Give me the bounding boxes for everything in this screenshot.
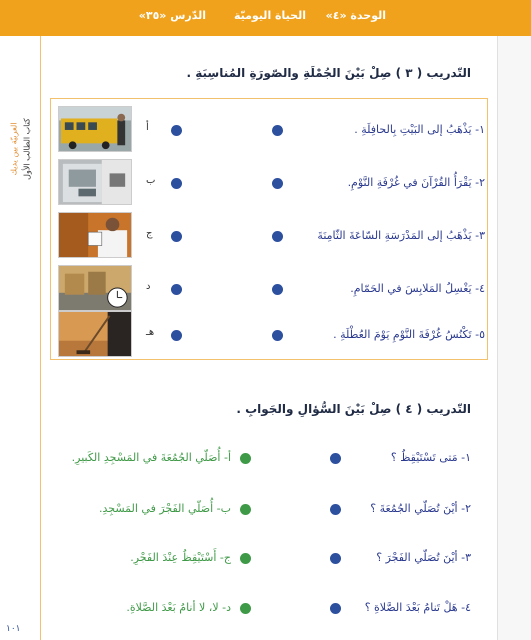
match-dot-picture-3[interactable]	[171, 231, 182, 242]
unit-label: الوحدة «٤»	[325, 9, 386, 22]
match-dot-answer-3[interactable]	[240, 553, 251, 564]
match-dot-picture-5[interactable]	[171, 330, 182, 341]
match-dot-sentence-1[interactable]	[272, 125, 283, 136]
match-dot-picture-4[interactable]	[171, 284, 182, 295]
washing-picture	[58, 159, 132, 205]
clock-school-picture	[58, 265, 132, 311]
answer-2: ب- أُصَلّي الفَجْرَ في المَسْجِدِ.	[98, 502, 231, 515]
picture-letter-4: د	[146, 281, 151, 292]
match-dot-sentence-2[interactable]	[272, 178, 283, 189]
picture-letter-1: أ	[146, 122, 149, 133]
exercise-3-title: التّدريب ( ٣ ) صِلْ بَيْنَ الجُمْلَةِ والصّورَةِ المُناسِبَةِ .	[186, 66, 471, 80]
sentence-1: ١- يَذْهَبُ إلى البَيْتِ بِالحافِلَةِ .	[354, 123, 485, 136]
exercise-3-row-1	[0, 103, 531, 153]
question-4: ٤- هَلْ تَنامُ بَعْدَ الصَّلاةِ ؟	[364, 601, 471, 614]
exercise-4-title: التّدريب ( ٤ ) صِلْ بَيْنَ السُّؤالِ والجَوابِ .	[236, 402, 471, 416]
theme-label: الحياة اليوميّة	[233, 9, 306, 22]
series-name: العربيّة بين يديك	[9, 122, 19, 176]
sentence-3: ٣- يَذْهَبُ إلى المَدْرَسَةِ السّاعَةَ الثّامِنَةَ	[317, 229, 485, 242]
answer-1: أ- أُصَلّي الجُمُعَةَ في المَسْجِدِ الكَبيرِ.	[71, 451, 231, 464]
sweeping-picture	[58, 311, 132, 357]
picture-letter-3: ج	[146, 228, 153, 239]
exercise-3-row-4	[0, 262, 531, 312]
match-dot-sentence-4[interactable]	[272, 284, 283, 295]
header-band	[0, 0, 531, 36]
exercise-4-row-4	[0, 591, 531, 631]
match-dot-answer-4[interactable]	[240, 603, 251, 614]
sentence-5: ٥- تَكْنُسُ غُرْفَةَ النَّوْمِ يَوْمَ العُطْلَةِ .	[333, 328, 485, 341]
question-3: ٣- أيْنَ تُصَلّي الفَجْرَ ؟	[376, 551, 471, 564]
picture-letter-2: ب	[146, 175, 156, 186]
match-dot-answer-1[interactable]	[240, 453, 251, 464]
sentence-4: ٤- يَغْسِلُ المَلابِسَ في الحَمّامِ.	[350, 282, 485, 295]
book-name: كتاب الطالب الأول	[22, 118, 32, 180]
lesson-label: الدّرس «٣٥»	[138, 9, 206, 22]
exercise-4-row-3	[0, 541, 531, 581]
match-dot-question-1[interactable]	[330, 453, 341, 464]
sentence-2: ٢- يَقْرَأُ القُرْآنَ في غُرْفَةِ النَّوْمِ.	[347, 176, 485, 189]
bus-picture	[58, 106, 132, 152]
question-1: ١- مَتى تَسْتَيْقِظُ ؟	[390, 451, 471, 464]
question-2: ٢- أيْنَ تُصَلّي الجُمُعَةَ ؟	[370, 502, 471, 515]
exercise-3-row-5	[0, 308, 531, 358]
match-dot-picture-2[interactable]	[171, 178, 182, 189]
picture-letter-5: هـ	[146, 327, 155, 338]
match-dot-picture-1[interactable]	[171, 125, 182, 136]
answer-3: ج- أَسْتَيْقِظُ عِنْدَ الفَجْرِ.	[130, 551, 231, 564]
exercise-3-row-3	[0, 209, 531, 259]
exercise-3-row-2	[0, 156, 531, 206]
match-dot-question-3[interactable]	[330, 553, 341, 564]
page-number: ١٠١	[6, 624, 21, 634]
match-dot-sentence-5[interactable]	[272, 330, 283, 341]
match-dot-question-2[interactable]	[330, 504, 341, 515]
match-dot-sentence-3[interactable]	[272, 231, 283, 242]
answer-4: د- لا، لا أنامُ بَعْدَ الصَّلاةِ.	[126, 601, 231, 614]
exercise-4-row-2	[0, 492, 531, 532]
match-dot-question-4[interactable]	[330, 603, 341, 614]
reading-picture	[58, 212, 132, 258]
exercise-4-row-1	[0, 441, 531, 481]
match-dot-answer-2[interactable]	[240, 504, 251, 515]
